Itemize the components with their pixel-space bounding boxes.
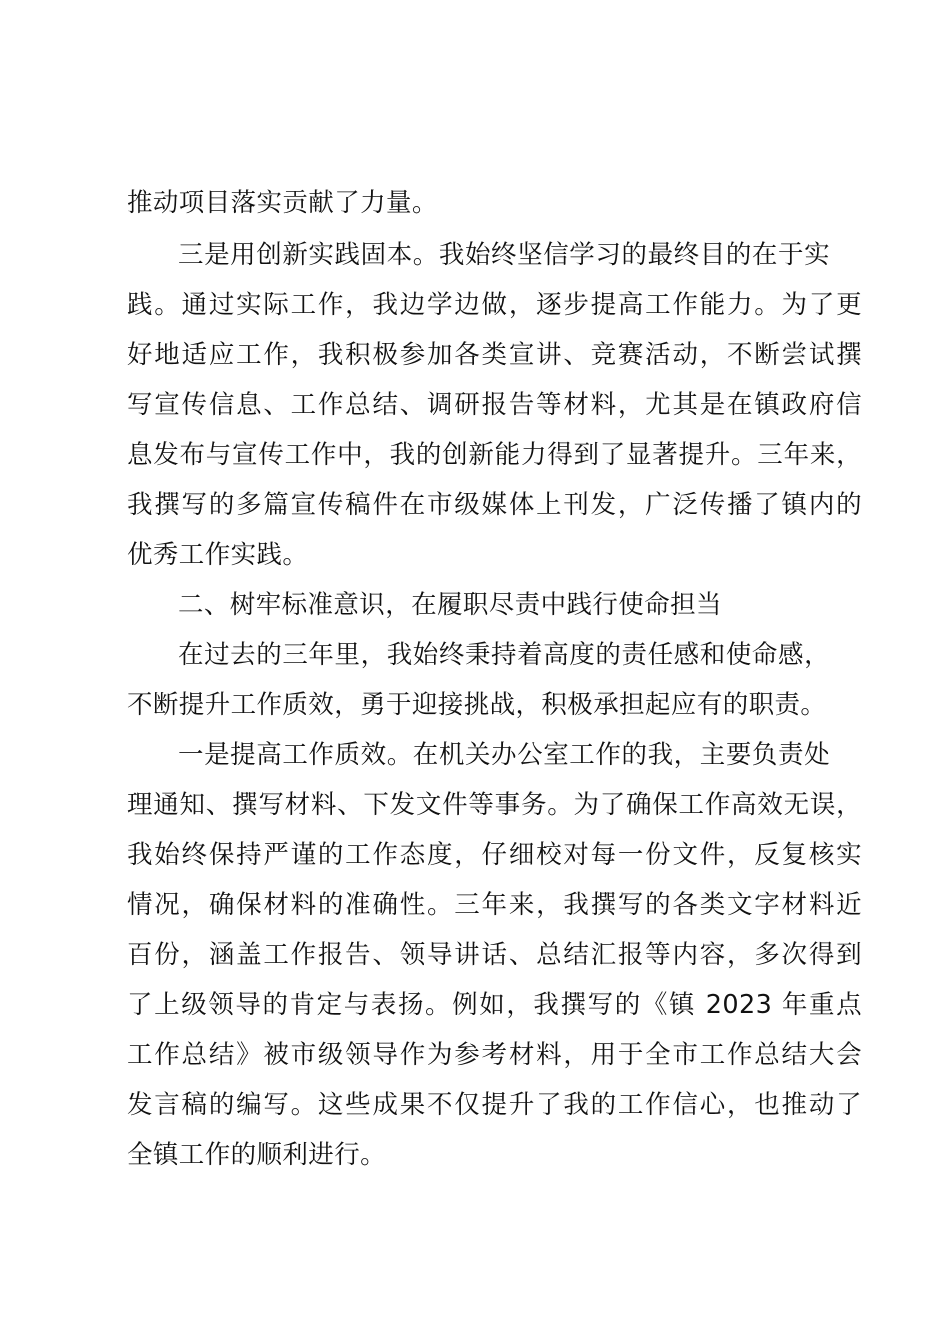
text-line: 优秀工作实践。 <box>127 540 309 570</box>
paragraph-start-line: 在过去的三年里，我始终秉持着高度的责任感和使命感， <box>178 640 830 670</box>
text-line: 好地适应工作，我积极参加各类宣讲、竞赛活动，不断尝试撰 <box>127 340 862 370</box>
paragraph-start-line: 一是提高工作质效。在机关办公室工作的我，主要负责处 <box>178 740 830 770</box>
text-line: 推动项目落实贡献了力量。 <box>127 188 438 218</box>
text-line: 不断提升工作质效，勇于迎接挑战，积极承担起应有的职责。 <box>127 690 827 720</box>
text-line: 理通知、撰写材料、下发文件等事务。为了确保工作高效无误， <box>127 790 862 820</box>
text-line: 我撰写的多篇宣传稿件在市级媒体上刊发，广泛传播了镇内的 <box>127 490 862 520</box>
text-line: 发言稿的编写。这些成果不仅提升了我的工作信心，也推动了 <box>127 1090 862 1120</box>
text-line: 践。通过实际工作，我边学边做，逐步提高工作能力。为了更 <box>127 290 862 320</box>
text-line: 情况，确保材料的准确性。三年来，我撰写的各类文字材料近 <box>127 890 862 920</box>
text-line: 了上级领导的肯定与表扬。例如，我撰写的《镇 2023 年重点 <box>127 990 862 1020</box>
text-line: 我始终保持严谨的工作态度，仔细校对每一份文件，反复核实 <box>127 840 862 870</box>
text-line: 百份，涵盖工作报告、领导讲话、总结汇报等内容，多次得到 <box>127 940 862 970</box>
paragraph-start-line: 三是用创新实践固本。我始终坚信学习的最终目的在于实 <box>178 240 830 270</box>
text-line: 全镇工作的顺利进行。 <box>127 1140 387 1170</box>
text-line: 息发布与宣传工作中，我的创新能力得到了显著提升。三年来， <box>127 440 862 470</box>
section-heading: 二、树牢标准意识，在履职尽责中践行使命担当 <box>178 590 722 620</box>
text-line: 写宣传信息、工作总结、调研报告等材料，尤其是在镇政府信 <box>127 390 862 420</box>
text-line: 工作总结》被市级领导作为参考材料，用于全市工作总结大会 <box>127 1040 862 1070</box>
